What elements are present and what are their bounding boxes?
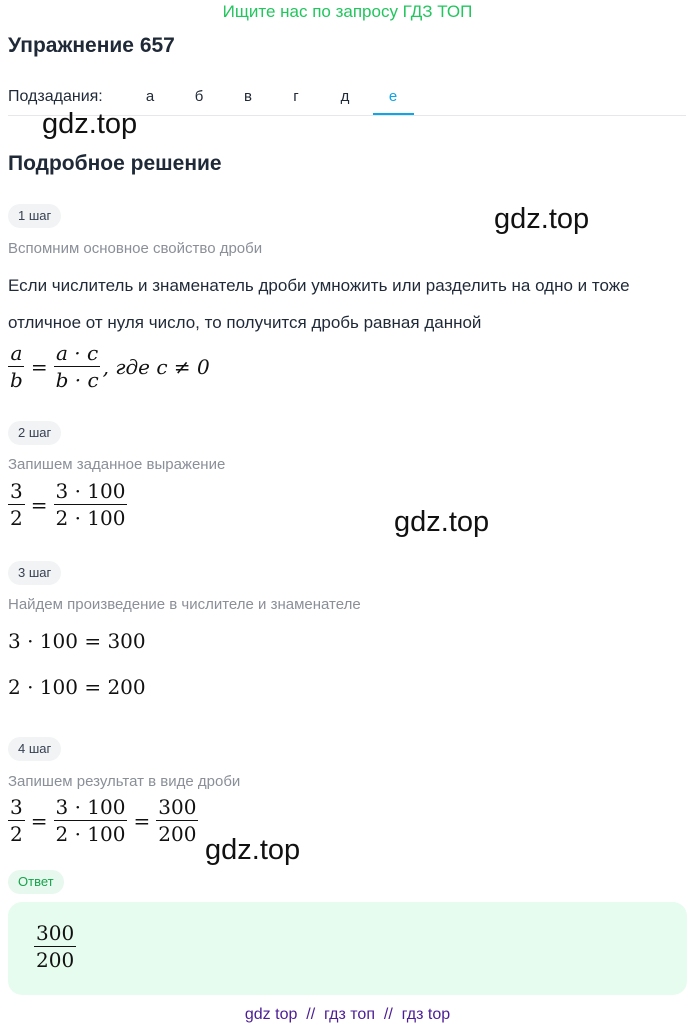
numerator: 3: [10, 479, 23, 503]
tab-g[interactable]: г: [293, 88, 299, 105]
formula-fraction-property: [8, 342, 210, 391]
formula-result: [8, 796, 198, 845]
answer-badge: Ответ: [8, 870, 64, 894]
formula-product: 3 · 100 = 300: [8, 629, 146, 653]
fraction: [54, 796, 128, 845]
page-title: Упражнение 657: [8, 34, 175, 57]
tab-v[interactable]: в: [244, 88, 252, 105]
formula-given: [8, 480, 127, 529]
answer-formula: [34, 922, 76, 971]
watermark: gdz.top: [394, 506, 490, 538]
numerator: a · c: [56, 341, 99, 365]
numerator: a: [10, 341, 23, 365]
step-badge: 2 шаг: [8, 421, 61, 445]
fraction: [34, 922, 76, 971]
numerator: 300: [158, 795, 197, 819]
formula-condition: , где c ≠ 0: [102, 354, 210, 379]
fraction: [8, 796, 25, 845]
step-text: Если числитель и знаменатель дроби умножить или разделить на одно и тоже: [8, 276, 630, 295]
numerator: 3 · 100: [55, 479, 126, 503]
section-title: Подробное решение: [8, 152, 222, 175]
equals-sign: =: [30, 492, 48, 517]
numerator: 3 · 100: [55, 795, 126, 819]
denominator: 2 · 100: [55, 822, 126, 846]
fraction: [54, 480, 128, 529]
fraction: [8, 342, 25, 391]
step-badge: 1 шаг: [8, 204, 61, 228]
denominator: b: [10, 368, 23, 392]
denominator: 200: [158, 822, 197, 846]
promo-link[interactable]: Ищите нас по запросу ГДЗ ТОП: [222, 2, 473, 21]
fraction: [54, 342, 101, 391]
equals-sign: =: [30, 354, 48, 379]
step-hint: Запишем результат в виде дроби: [8, 773, 241, 790]
fraction: [156, 796, 198, 845]
step-hint: Запишем заданное выражение: [8, 456, 226, 473]
tab-d[interactable]: д: [340, 88, 350, 105]
tab-a[interactable]: а: [145, 88, 155, 105]
equals-sign: =: [30, 808, 48, 833]
step-badge: 3 шаг: [8, 561, 61, 585]
subtasks-label: Подзадания:: [8, 88, 103, 105]
denominator: 2: [10, 506, 23, 530]
answer-box: [8, 902, 687, 995]
tab-b[interactable]: б: [194, 88, 204, 105]
denominator: 2: [10, 822, 23, 846]
step-badge: 4 шаг: [8, 737, 61, 761]
numerator: 300: [36, 921, 75, 945]
watermark: gdz.top: [205, 834, 301, 866]
footer-links[interactable]: gdz top // гдз топ // гдз top: [244, 1006, 451, 1023]
denominator: 2 · 100: [55, 506, 126, 530]
watermark: gdz.top: [42, 108, 138, 140]
step-hint: Вспомним основное свойство дроби: [8, 240, 263, 257]
formula-product: 2 · 100 = 200: [8, 675, 146, 699]
tab-e[interactable]: е: [388, 88, 398, 105]
step-hint: Найдем произведение в числителе и знаменателе: [8, 596, 361, 613]
fraction: [8, 480, 25, 529]
equals-sign: =: [133, 808, 151, 833]
denominator: 200: [36, 948, 75, 972]
numerator: 3: [10, 795, 23, 819]
watermark: gdz.top: [494, 203, 590, 235]
step-text: отличное от нуля число, то получится дробь равная данной: [8, 313, 482, 332]
denominator: b · c: [55, 368, 99, 392]
